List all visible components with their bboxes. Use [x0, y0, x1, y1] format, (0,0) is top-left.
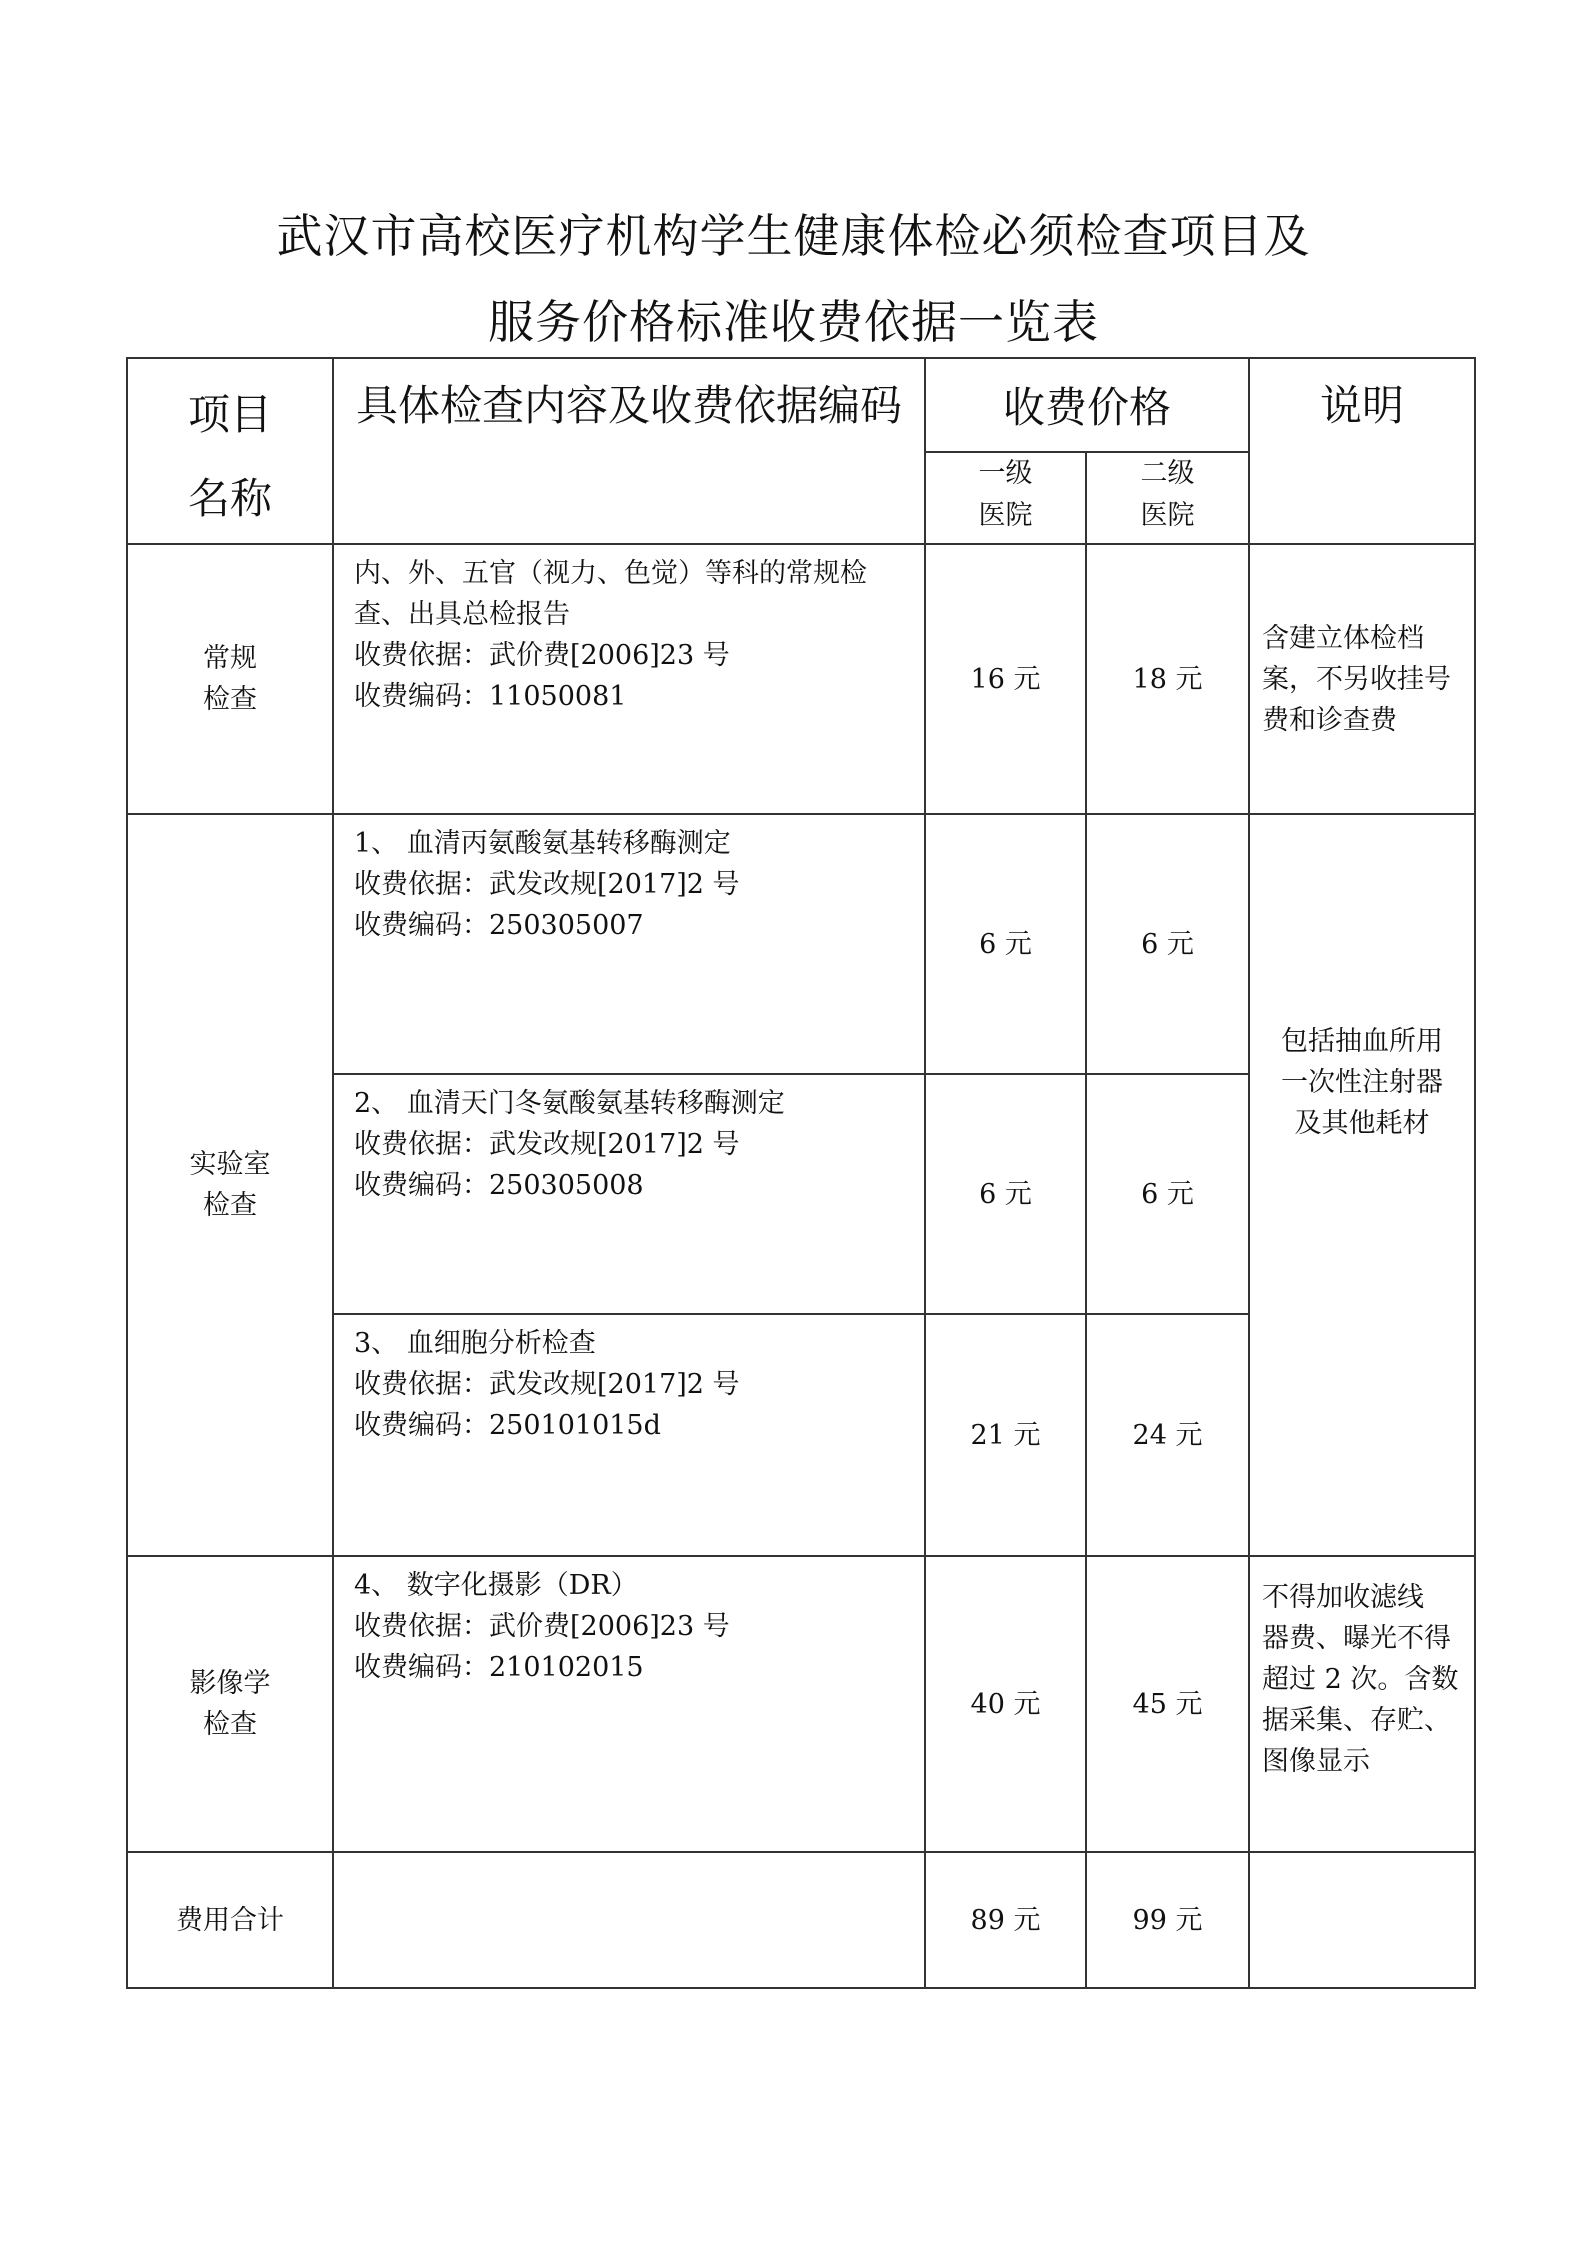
- lab-item-3-basis: 收费依据：武发改规[2017]2 号: [354, 1369, 740, 1400]
- lab-item-1-code: 收费编码：250305007: [354, 910, 644, 941]
- imaging-name-line2: 检查: [203, 1709, 257, 1740]
- lab-item-2-basis: 收费依据：武发改规[2017]2 号: [354, 1129, 740, 1160]
- header-level2: [1086, 452, 1249, 544]
- header-price: 收费价格: [925, 358, 1249, 452]
- lab-note: [1249, 814, 1475, 1556]
- lab-item-3-title: 3、 血细胞分析检查: [354, 1328, 596, 1359]
- lab-item-1-content: [333, 814, 925, 1074]
- total-price-level2: 99 元: [1086, 1852, 1249, 1988]
- lab-item-3-code: 收费编码：250101015d: [354, 1410, 661, 1441]
- imaging-price-level2: 45 元: [1086, 1556, 1249, 1852]
- lab-item-2-content: [333, 1074, 925, 1314]
- document-title-line1: 武汉市高校医疗机构学生健康体检必须检查项目及: [276, 209, 1311, 263]
- lab-item-2-title: 2、 血清天门冬氨酸氨基转移酶测定: [354, 1088, 785, 1119]
- lab-item-2-code: 收费编码：250305008: [354, 1170, 644, 1201]
- imaging-basis: 收费依据：武价费[2006]23 号: [354, 1611, 730, 1642]
- lab-name-line1: 实验室: [189, 1149, 271, 1180]
- lab-item-3-price-level2: 24 元: [1086, 1314, 1249, 1556]
- imaging-price-level1: 40 元: [925, 1556, 1086, 1852]
- routine-name-line1: 常规: [203, 643, 257, 674]
- routine-content-line2: 查、出具总检报告: [354, 599, 570, 630]
- lab-note-line1: 包括抽血所用: [1281, 1026, 1444, 1057]
- imaging-title: 4、 数字化摄影（DR）: [354, 1570, 638, 1601]
- imaging-note: [1249, 1556, 1475, 1852]
- header-level1-line1: 一级: [978, 458, 1033, 490]
- fee-table: [126, 357, 1476, 1989]
- header-content: 具体检查内容及收费依据编码: [333, 358, 925, 544]
- routine-basis: 收费依据：武价费[2006]23 号: [354, 640, 730, 671]
- lab-name: [127, 814, 333, 1556]
- row-imaging: [127, 1556, 1475, 1852]
- lab-item-1-price-level1: 6 元: [925, 814, 1086, 1074]
- header-level2-line1: 二级: [1140, 458, 1195, 490]
- routine-note-line1: 含建立体检档: [1262, 622, 1425, 654]
- imaging-name-line1: 影像学: [189, 1668, 271, 1699]
- header-level2-line2: 医院: [1140, 500, 1195, 532]
- routine-price-level1: 16 元: [925, 544, 1086, 814]
- imaging-content: [333, 1556, 925, 1852]
- row-routine: [127, 544, 1475, 814]
- routine-content: [333, 544, 925, 814]
- imaging-code: 收费编码：210102015: [354, 1652, 644, 1683]
- row-total: [127, 1852, 1475, 1988]
- total-name: 费用合计: [127, 1852, 333, 1988]
- lab-item-3-content: [333, 1314, 925, 1556]
- lab-note-line2: 一次性注射器: [1281, 1067, 1444, 1098]
- imaging-note-line3: 超过 2 次。含数: [1262, 1664, 1459, 1695]
- header-item-line2: 名称: [187, 474, 272, 523]
- routine-price-level2: 18 元: [1086, 544, 1249, 814]
- document-title-line2: 服务价格标准收费依据一览表: [488, 295, 1099, 349]
- routine-note-line2: 案，不另收挂号: [1262, 663, 1452, 695]
- header-item-name: [127, 358, 333, 544]
- header-level1: [925, 452, 1086, 544]
- imaging-name: [127, 1556, 333, 1852]
- lab-item-2-price-level1: 6 元: [925, 1074, 1086, 1314]
- row-lab-1: [127, 814, 1475, 1074]
- lab-item-1-basis: 收费依据：武发改规[2017]2 号: [354, 869, 740, 900]
- routine-content-line1: 内、外、五官（视力、色觉）等科的常规检: [354, 558, 867, 589]
- lab-item-1-title: 1、 血清丙氨酸氨基转移酶测定: [354, 828, 731, 859]
- routine-note-line3: 费和诊查费: [1262, 704, 1398, 736]
- total-content-empty: [333, 1852, 925, 1988]
- lab-item-3-price-level1: 21 元: [925, 1314, 1086, 1556]
- imaging-note-line4: 据采集、存贮、: [1262, 1705, 1452, 1736]
- header-level1-line2: 医院: [978, 500, 1033, 532]
- lab-note-line3: 及其他耗材: [1294, 1108, 1430, 1139]
- imaging-note-line1: 不得加收滤线: [1262, 1582, 1425, 1613]
- header-row: [127, 358, 1475, 452]
- routine-note: [1249, 544, 1475, 814]
- header-item-line1: 项目: [187, 390, 272, 439]
- lab-item-2-price-level2: 6 元: [1086, 1074, 1249, 1314]
- lab-item-1-price-level2: 6 元: [1086, 814, 1249, 1074]
- total-note-empty: [1249, 1852, 1475, 1988]
- total-price-level1: 89 元: [925, 1852, 1086, 1988]
- routine-name-line2: 检查: [203, 684, 257, 715]
- lab-name-line2: 检查: [203, 1190, 257, 1221]
- header-note: 说明: [1249, 358, 1475, 544]
- routine-code: 收费编码：11050081: [354, 681, 627, 712]
- imaging-note-line2: 器费、曝光不得: [1262, 1623, 1452, 1654]
- routine-name: [127, 544, 333, 814]
- imaging-note-line5: 图像显示: [1262, 1746, 1371, 1777]
